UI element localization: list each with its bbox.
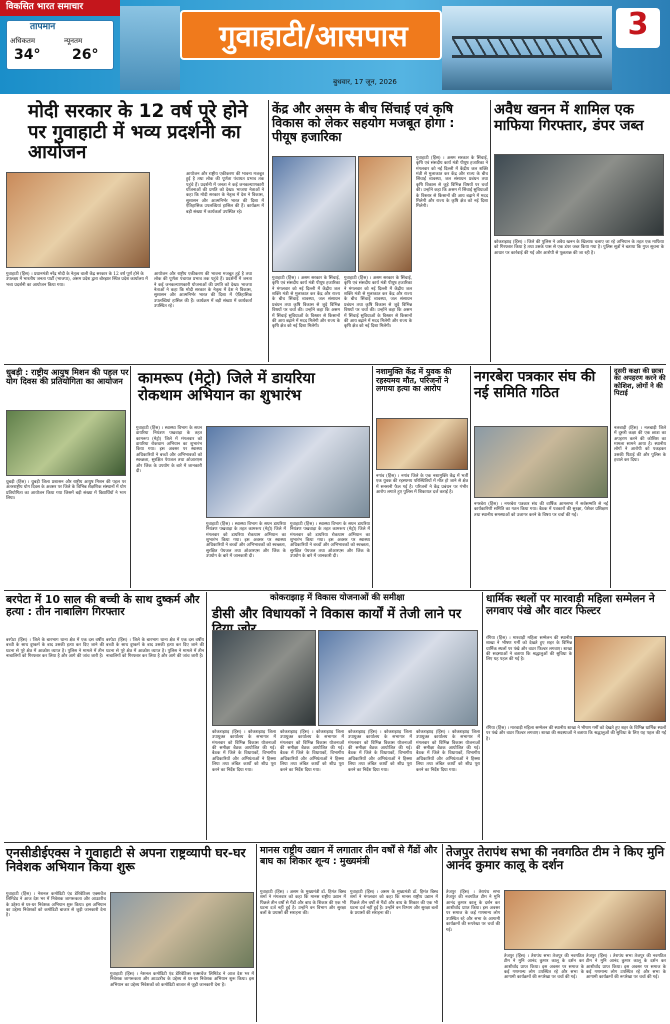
max-temp-label: अधिकतम — [10, 37, 36, 45]
max-temp-value: 34° — [14, 47, 41, 63]
irrigation-body-1: गुवाहाटी (हिंस) । असम सरकार के सिंचाई, कृषि एवं संसदीय कार्य मंत्री पीयूष हजारिका ने मंगलवार को नई दिल्ली में केंद्रीय जल शक्ति मंत्री से मुलाकात कर केंद्र और राज्य के बीच सिंचाई व्यवस्था, जल संसाधन प्रबंधन तथा कृषि विकास से जुड़े विभिन्न विषयों पर चर्चा की। उन्होंने कहा कि असम में सिंचाई सुविधाओं के विस्तार से किसानों की आय बढ़ाने में मदद मिलेगी और राज्य के कृषि क्षेत्र को नई दिशा मिलेगी। — [272, 276, 340, 330]
rehab-photo — [376, 418, 468, 470]
marwari-body-2: रंगिया (हिंस) । मारवाड़ी महिला सम्मेलन की स्थानीय शाखा ने भीषण गर्मी को देखते हुए शहर के विभिन्न धार्मिक स्थलों पर पंखे और वाटर फिल्टर लगवाए। शाखा की सदस्याओं ने बताया कि श्रद्धालुओं की सुविधा के लिए यह पहल की गई है। — [486, 726, 667, 742]
barpeta-body-1: बरपेटा (हिंस) । जिले के बारभाग थाना क्षेत्र में एक दस वर्षीय बच्ची के साथ दुष्कर्म के बाद उसकी हत्या कर दिए जाने की घटना से पूरे क्षेत्र में आक्रोश व्याप्त है। पुलिस ने मामले में तीन नाबालिगों को गिरफ्तार कर लिया है और आगे की जांच जारी है। — [6, 638, 104, 660]
divider — [256, 844, 257, 1022]
divider — [4, 842, 666, 843]
section-title: गुवाहाटी/आसपास — [219, 19, 408, 53]
diarrhoea-photo — [206, 426, 370, 518]
review-photo-2 — [318, 630, 478, 726]
kidnap-body: नलबाड़ी (हिंस) । नलबाड़ी जिले में दूसरी कक्षा की एक छात्रा का अपहरण करने की कोशिश का मामला सामने आया है। स्थानीय लोगों ने आरोपी को पकड़कर उसकी पिटाई की और पुलिस के हवाले कर दिया। — [614, 426, 666, 464]
headline-barpeta-crime: बरपेटा में 10 साल की बच्ची के साथ दुष्कर्म और हत्या : तीन नाबालिग गिरफ्तार — [6, 593, 200, 619]
masthead-photo-left — [120, 6, 180, 90]
min-temp-label: न्यूनतम — [64, 37, 83, 45]
yoga-body: धुबड़ी (हिंस) । धुबड़ी जिला प्रशासन और राष्ट्रीय आयुष मिशन की पहल पर अंतरराष्ट्रीय योग दिवस के अवसर पर जिले के विभिन्न शैक्षणिक संस्थानों में योग प्रतियोगिता का आयोजन किया गया जिसमें बड़ी संख्या में विद्यार्थियों ने भाग लिया। — [6, 480, 126, 502]
review-body-3: कोकराझाड़ (हिंस) । कोकराझाड़ जिला उपायुक्त कार्यालय के सभागार में मंगलवार को विभिन्न विकास योजनाओं की समीक्षा बैठक आयोजित की गई। बैठक में जिले के विधायकों, विभागीय अधिकारियों और अभियंताओं ने हिस्सा लिया तथा लंबित कार्यों को शीघ्र पूरा करने का निर्देश दिया गया। — [348, 730, 412, 773]
rehab-body: नगांव (हिंस) । नगांव जिले के एक नशामुक्ति केंद्र में भर्ती एक युवक की रहस्यमय परिस्थितियों में मौत हो जाने से क्षेत्र में सनसनी फैल गई है। परिजनों ने केंद्र प्रबंधन पर गंभीर आरोप लगाते हुए पुलिस में शिकायत दर्ज कराई है। — [376, 474, 468, 496]
terapanth-body-1: तेजपुर (हिंस) । तेरापंथ सभा तेजपुर की नवगठित टीम ने मुनि आनंद कुमार कालू के दर्शन कर आशीर्वाद प्राप्त किया। इस अवसर पर समाज के कई गणमान्य लोग उपस्थित रहे और सभा के आगामी कार्यक्रमों की रूपरेखा पर चर्चा की गई। — [446, 890, 500, 933]
review-photo-1 — [212, 630, 316, 726]
journalist-photo — [474, 426, 608, 498]
headline-terapanth: तेजपुर तेरापंथ सभा की नवगठित टीम ने किए मुनि आनंद कुमार कालू के दर्शन — [446, 845, 665, 873]
headline-rehab-death: नशामुक्ति केंद्र में युवक की रहस्यमय मौत, परिजनों ने लगाया हत्या का आरोप — [376, 367, 452, 394]
barpeta-body-2: बरपेटा (हिंस) । जिले के बारभाग थाना क्षेत्र में एक दस वर्षीय बच्ची के साथ दुष्कर्म के बाद उसकी हत्या कर दिए जाने की घटना से पूरे क्षेत्र में आक्रोश व्याप्त है। पुलिस ने मामले में तीन नाबालिगों को गिरफ्तार कर लिया है और आगे की जांच जारी है। — [106, 638, 204, 660]
diarrhoea-body-3: गुवाहाटी (हिंस) । स्वास्थ्य विभाग के सघन डायरिया नियंत्रण पखवाड़ा के तहत कामरूप (मेट्रो) जिले में मंगलवार को डायरिया रोकथाम अभियान का शुभारंभ किया गया। इस अवसर पर स्वास्थ्य अधिकारियों ने बच्चों और अभिभावकों को स्वच्छता, सुरक्षित पेयजल तथा ओआरएस और जिंक के उपयोग के बारे में जानकारी दी। — [290, 522, 370, 560]
headline-marwari-women: धार्मिक स्थलों पर मारवाड़ी महिला सम्मेलन ने लगवाए पंखे और वाटर फिल्टर — [486, 593, 655, 617]
date-line: बुधवार, 17 जून, 2026 — [333, 78, 397, 86]
manas-body-2: गुवाहाटी (हिंस) । असम के मुख्यमंत्री डॉ. हिमंत बिस्व शर्मा ने मंगलवार को कहा कि मानस राष्ट्रीय उद्यान में पिछले तीन वर्षों से गैंडों और बाघ के शिकार की एक भी घटना दर्ज नहीं हुई है। उन्होंने वन विभाग और सुरक्षा बलों के प्रयासों की सराहना की। — [350, 890, 438, 917]
headline-ncdex: एनसीडीईएक्स ने गुवाहाटी से अपना राष्ट्रव्यापी घर-घर निवेशक अभियान किया शुरू — [6, 845, 246, 874]
terapanth-photo — [504, 890, 666, 950]
subhead-kokrajhar-review: डीसी और विधायकों ने विकास कार्यों में तेजी लाने पर — [212, 607, 462, 622]
brand-name: विकसित भारत समाचार — [6, 2, 84, 12]
mining-photo — [494, 154, 664, 236]
ncdex-photo — [110, 892, 254, 968]
page-number: 3 — [616, 8, 660, 48]
diarrhoea-body-1: गुवाहाटी (हिंस) । स्वास्थ्य विभाग के सघन डायरिया नियंत्रण पखवाड़ा के तहत कामरूप (मेट्रो) जिले में मंगलवार को डायरिया रोकथाम अभियान का शुभारंभ किया गया। इस अवसर पर स्वास्थ्य अधिकारियों ने बच्चों और अभिभावकों को स्वच्छता, सुरक्षित पेयजल तथा ओआरएस और जिंक के उपयोग के बारे में जानकारी दी। — [136, 426, 202, 474]
review-body-2: कोकराझाड़ (हिंस) । कोकराझाड़ जिला उपायुक्त कार्यालय के सभागार में मंगलवार को विभिन्न विकास योजनाओं की समीक्षा बैठक आयोजित की गई। बैठक में जिले के विधायकों, विभागीय अधिकारियों और अभियंताओं ने हिस्सा लिया तथा लंबित कार्यों को शीघ्र पूरा करने का निर्देश दिया गया। — [280, 730, 344, 773]
review-body-4: कोकराझाड़ (हिंस) । कोकराझाड़ जिला उपायुक्त कार्यालय के सभागार में मंगलवार को विभिन्न विकास योजनाओं की समीक्षा बैठक आयोजित की गई। बैठक में जिले के विधायकों, विभागीय अधिकारियों और अभियंताओं ने हिस्सा लिया तथा लंबित कार्यों को शीघ्र पूरा करने का निर्देश दिया गया। — [416, 730, 480, 773]
min-temp-value: 26° — [72, 47, 99, 63]
exhibition-photo — [6, 172, 150, 268]
divider — [442, 844, 443, 1022]
divider — [482, 592, 483, 840]
divider — [490, 100, 491, 362]
divider — [206, 592, 207, 840]
headline-illegal-mining: अवैध खनन में शामिल एक माफिया गिरफ्तार, डंपर जब्त — [494, 102, 644, 135]
marwari-body-1: रंगिया (हिंस) । मारवाड़ी महिला सम्मेलन की स्थानीय शाखा ने भीषण गर्मी को देखते हुए शहर के विभिन्न धार्मिक स्थलों पर पंखे और वाटर फिल्टर लगवाए। शाखा की सदस्याओं ने बताया कि श्रद्धालुओं की सुविधा के लिए यह पहल की गई है। — [486, 636, 572, 663]
exhibition-caption: गुवाहाटी (हिंस) । प्रधानमंत्री नरेंद्र मोदी के नेतृत्व वाली केंद्र सरकार के 12 वर्ष पूर्ण होने के उपलक्ष्य में भारतीय जनता पार्टी (भाजपा), असम प्रदेश द्वारा बोरझार स्थित प्रदेश कार्यालय में भव्य प्रदर्शनी का आयोजन किया गया। — [6, 272, 148, 288]
irrigation-body-3: गुवाहाटी (हिंस) । असम सरकार के सिंचाई, कृषि एवं संसदीय कार्य मंत्री पीयूष हजारिका ने मंगलवार को नई दिल्ली में केंद्रीय जल शक्ति मंत्री से मुलाकात कर केंद्र और राज्य के बीच सिंचाई व्यवस्था, जल संसाधन प्रबंधन तथा कृषि विकास से जुड़े विभिन्न विषयों पर चर्चा की। उन्होंने कहा कि असम में सिंचाई सुविधाओं के विस्तार से किसानों की आय बढ़ाने में मदद मिलेगी और राज्य के कृषि क्षेत्र को नई दिशा मिलेगी। — [416, 156, 488, 210]
irrigation-body-2: गुवाहाटी (हिंस) । असम सरकार के सिंचाई, कृषि एवं संसदीय कार्य मंत्री पीयूष हजारिका ने मंगलवार को नई दिल्ली में केंद्रीय जल शक्ति मंत्री से मुलाकात कर केंद्र और राज्य के बीच सिंचाई व्यवस्था, जल संसाधन प्रबंधन तथा कृषि विकास से जुड़े विभिन्न विषयों पर चर्चा की। उन्होंने कहा कि असम में सिंचाई सुविधाओं के विस्तार से किसानों की आय बढ़ाने में मदद मिलेगी और राज्य के कृषि क्षेत्र को नई दिशा मिलेगी। — [344, 276, 412, 330]
terapanth-body-2: तेजपुर (हिंस) । तेरापंथ सभा तेजपुर की नवगठित टीम ने मुनि आनंद कुमार कालू के दर्शन कर आशीर्वाद प्राप्त किया। इस अवसर पर समाज के कई गणमान्य लोग उपस्थित रहे और सभा के आगामी कार्यक्रमों की रूपरेखा पर चर्चा की गई। — [504, 954, 584, 981]
divider — [4, 590, 666, 591]
ncdex-body-2: गुवाहाटी (हिंस) । नेशनल कमोडिटी एंड डेरिवेटिव्स एक्सचेंज लिमिटेड ने आज देश भर में निवेशक जागरूकता और आउटरीच के उद्देश्य से घर-घर निवेशक अभियान शुरू किया। इस अभियान का उद्देश्य निवेशकों को कमोडिटी बाजार से जुड़ी जानकारी देना है। — [110, 972, 254, 988]
divider — [268, 100, 269, 362]
bridge-arches — [452, 36, 602, 58]
ncdex-body-1: गुवाहाटी (हिंस) । नेशनल कमोडिटी एंड डेरिवेटिव्स एक्सचेंज लिमिटेड ने आज देश भर में निवेशक जागरूकता और आउटरीच के उद्देश्य से घर-घर निवेशक अभियान शुरू किया। इस अभियान का उद्देश्य निवेशकों को कमोडिटी बाजार से जुड़ी जानकारी देना है। — [6, 892, 106, 919]
headline-journalist-union: नगरबेरा पत्रकार संघ की नई समिति गठित — [474, 369, 596, 401]
headline-manas-park: मानस राष्ट्रीय उद्यान में लगातार तीन वर्षों से गैंडों और बाघ का शिकार शून्य : मुख्यमंत्री — [260, 845, 438, 867]
headline-kokrajhar-review: कोकराझाड़ में विकास योजनाओं की समीक्षा — [270, 593, 405, 603]
weather-label: तापमान — [30, 22, 56, 32]
review-body-1: कोकराझाड़ (हिंस) । कोकराझाड़ जिला उपायुक्त कार्यालय के सभागार में मंगलवार को विभिन्न विकास योजनाओं की समीक्षा बैठक आयोजित की गई। बैठक में जिले के विधायकों, विभागीय अधिकारियों और अभियंताओं ने हिस्सा लिया तथा लंबित कार्यों को शीघ्र पूरा करने का निर्देश दिया गया। — [212, 730, 276, 773]
headline-diarrhoea: कामरूप (मेट्रो) जिले में डायरिया रोकथाम अभियान का शुभारंभ — [138, 369, 315, 404]
headline-irrigation: केंद्र और असम के बीच सिंचाई एवं कृषि विकास को लेकर सहयोग मजबूत होगा : पीयूष हजारिका — [272, 101, 455, 144]
minister-photo — [358, 156, 412, 272]
exhibition-body-2: आयोजन और राष्ट्रीय एकीकरण की भावना मजबूत हुई है तथा लोक की पूर्णता पंचायत प्रभाव तक पहुंचे हैं। प्रदर्शनी में जनता ने कई जनकल्याणकारी योजनाओं की प्रगति को देखा। भाजपा नेताओं ने कहा कि मोदी सरकार के नेतृत्व में देश ने विकास, सुशासन और आत्मनिर्भर भारत की दिशा में ऐतिहासिक उपलब्धियां हासिल की हैं। कार्यक्रम में बड़ी संख्या में कार्यकर्ता उपस्थित रहे। — [186, 172, 264, 215]
divider — [4, 364, 666, 365]
divider — [610, 366, 611, 588]
irrigation-photo — [272, 156, 356, 272]
terapanth-body-3: तेजपुर (हिंस) । तेरापंथ सभा तेजपुर की नवगठित टीम ने मुनि आनंद कुमार कालू के दर्शन कर आशीर्वाद प्राप्त किया। इस अवसर पर समाज के कई गणमान्य लोग उपस्थित रहे और सभा के आगामी कार्यक्रमों की रूपरेखा पर चर्चा की गई। — [586, 954, 666, 981]
manas-body-1: गुवाहाटी (हिंस) । असम के मुख्यमंत्री डॉ. हिमंत बिस्व शर्मा ने मंगलवार को कहा कि मानस राष्ट्रीय उद्यान में पिछले तीन वर्षों से गैंडों और बाघ के शिकार की एक भी घटना दर्ज नहीं हुई है। उन्होंने वन विभाग और सुरक्षा बलों के प्रयासों की सराहना की। — [260, 890, 346, 917]
headline-modi-exhibition: मोदी सरकार के 12 वर्ष पूरे होने पर गुवाहाटी में भव्य प्रदर्शनी का आयोजन — [28, 101, 248, 164]
divider — [470, 366, 471, 588]
divider — [372, 366, 373, 588]
divider — [130, 366, 131, 588]
yoga-photo — [6, 410, 126, 476]
diarrhoea-body-2: गुवाहाटी (हिंस) । स्वास्थ्य विभाग के सघन डायरिया नियंत्रण पखवाड़ा के तहत कामरूप (मेट्रो) जिले में मंगलवार को डायरिया रोकथाम अभियान का शुभारंभ किया गया। इस अवसर पर स्वास्थ्य अधिकारियों ने बच्चों और अभिभावकों को स्वच्छता, सुरक्षित पेयजल तथा ओआरएस और जिंक के उपयोग के बारे में जानकारी दी। — [206, 522, 286, 560]
headline-kidnap-attempt: दूसरी कक्षा की छात्रा का अपहरण करने की कोशिश, लोगों ने की पिटाई — [614, 367, 666, 398]
exhibition-body-1: आयोजन और राष्ट्रीय एकीकरण की भावना मजबूत हुई है तथा लोक की पूर्णता पंचायत प्रभाव तक पहुंचे हैं। प्रदर्शनी में जनता ने कई जनकल्याणकारी योजनाओं की प्रगति को देखा। भाजपा नेताओं ने कहा कि मोदी सरकार के नेतृत्व में देश ने विकास, सुशासन और आत्मनिर्भर भारत की दिशा में ऐतिहासिक उपलब्धियां हासिल की हैं। कार्यक्रम में बड़ी संख्या में कार्यकर्ता उपस्थित रहे। — [154, 272, 252, 310]
headline-yoga: धुबड़ी : राष्ट्रीय आयुष मिशन की पहल पर योग दिवस की प्रतियोगिता का आयोजन — [6, 367, 129, 387]
mining-body: कोकराझाड़ (हिंस) । जिले की पुलिस ने अवैध खनन के खिलाफ चलाए जा रहे अभियान के तहत एक माफिया को गिरफ्तार किया है तथा उसके पास से एक डंपर जब्त किया गया है। पुलिस सूत्रों ने बताया कि गुप्त सूचना के आधार पर कार्रवाई की गई और आरोपी से पूछताछ की जा रही है। — [494, 240, 664, 256]
marwari-photo — [574, 636, 666, 722]
journalist-body: नगरबेरा (हिंस) । नगरबेरा पत्रकार संघ की वार्षिक आमसभा में सर्वसम्मति से नई कार्यकारिणी समिति का गठन किया गया। बैठक में पत्रकारों की सुरक्षा, पेशेवर प्रशिक्षण तथा स्थानीय समस्याओं को उजागर करने के विषय पर चर्चा की गई। — [474, 502, 608, 518]
